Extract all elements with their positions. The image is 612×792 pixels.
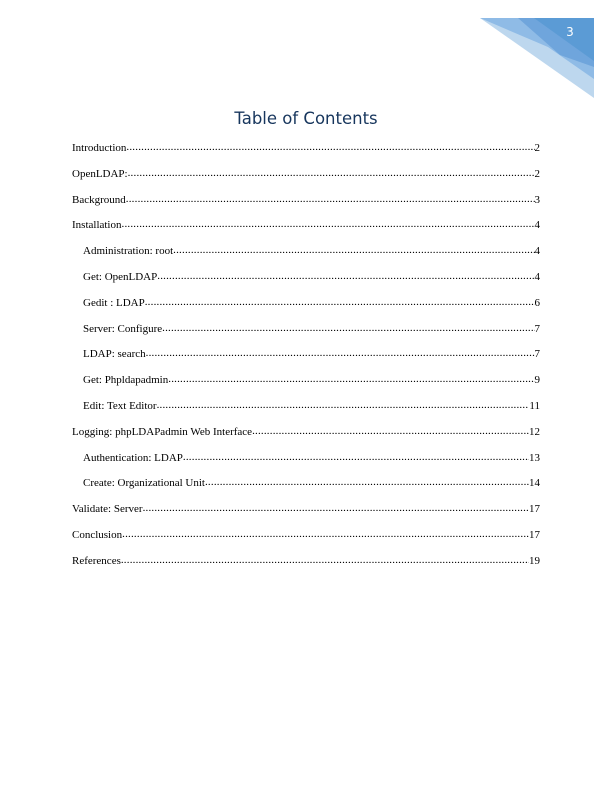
toc-entry[interactable] xyxy=(72,191,540,217)
toc-entry[interactable] xyxy=(72,139,540,165)
toc-entry-label: Gedit : LDAP xyxy=(83,296,145,309)
toc-entry-page: 17 xyxy=(529,503,540,516)
toc-entry-page: 13 xyxy=(529,451,540,464)
dot-leader xyxy=(143,500,529,512)
toc-entry-label: Get: Phpldapadmin xyxy=(83,374,169,387)
toc-entry[interactable] xyxy=(72,216,540,242)
dot-leader xyxy=(173,242,534,254)
page-number: 3 xyxy=(566,25,574,39)
toc-entry[interactable] xyxy=(72,397,540,423)
dot-leader xyxy=(122,216,535,228)
dot-leader xyxy=(145,294,535,306)
toc-entry-page: 7 xyxy=(534,322,540,335)
toc-entry-label: Create: Organizational Unit xyxy=(83,477,205,490)
toc-entry-label: Conclusion xyxy=(72,528,123,541)
toc-entry-label: Edit: Text Editor xyxy=(83,399,157,412)
dot-leader xyxy=(162,320,534,332)
toc-entry[interactable] xyxy=(72,294,540,320)
toc-entry-label: Logging: phpLDAPadmin Web Interface xyxy=(72,425,253,438)
toc-entry-label: Validate: Server xyxy=(72,503,143,516)
toc-entry-label: Introduction xyxy=(72,142,127,154)
toc-entry-label: Authentication: LDAP xyxy=(83,451,183,464)
toc-entry-label: Server: Configure xyxy=(83,322,163,335)
dot-leader xyxy=(122,526,529,538)
toc-entry-page: 3 xyxy=(534,193,540,206)
dot-leader xyxy=(126,139,534,151)
toc-entry-label: Background xyxy=(72,193,126,206)
toc-entry-page: 14 xyxy=(529,477,540,490)
toc-entry[interactable] xyxy=(72,268,540,294)
dot-leader xyxy=(205,474,529,486)
toc-entry[interactable] xyxy=(72,500,540,526)
dot-leader xyxy=(121,552,529,564)
dot-leader xyxy=(157,397,530,409)
toc-entry[interactable] xyxy=(72,242,540,268)
table-of-contents xyxy=(72,139,540,578)
toc-entry[interactable] xyxy=(72,423,540,449)
toc-title: Table of Contents xyxy=(234,109,378,128)
toc-entry-label: Get: OpenLDAP xyxy=(83,270,158,283)
toc-entry-page: 11 xyxy=(529,399,540,412)
toc-entry-page: 6 xyxy=(534,296,540,309)
toc-entry[interactable] xyxy=(72,165,540,191)
toc-entry[interactable] xyxy=(72,474,540,500)
toc-entry-page: 4 xyxy=(534,270,540,283)
toc-entry[interactable] xyxy=(72,526,540,552)
toc-entry-page: 7 xyxy=(534,348,540,361)
toc-entry-label: References xyxy=(72,554,121,567)
toc-entry[interactable] xyxy=(72,320,540,346)
toc-entry-label: Administration: root xyxy=(83,245,174,258)
toc-entry-page: 9 xyxy=(534,374,540,387)
dot-leader xyxy=(168,371,534,383)
toc-entry-page: 2 xyxy=(534,142,540,154)
toc-entry-page: 19 xyxy=(529,554,540,567)
toc-entry-page: 12 xyxy=(529,425,540,438)
toc-entry-label: OpenLDAP: xyxy=(72,167,128,180)
toc-entry[interactable] xyxy=(72,345,540,371)
dot-leader xyxy=(183,449,529,461)
dot-leader xyxy=(157,268,534,280)
toc-entry-page: 2 xyxy=(534,167,540,180)
toc-entry-page: 17 xyxy=(529,528,540,541)
toc-entry-label: LDAP: search xyxy=(83,348,146,361)
dot-leader xyxy=(146,345,535,357)
toc-entry[interactable] xyxy=(72,449,540,475)
dot-leader xyxy=(252,423,529,435)
toc-entry[interactable] xyxy=(72,371,540,397)
toc-entry-page: 4 xyxy=(534,219,540,232)
toc-entry-page: 4 xyxy=(534,245,540,258)
dot-leader xyxy=(128,165,535,177)
dot-leader xyxy=(126,191,535,203)
toc-entry-label: Installation xyxy=(72,219,122,232)
toc-entry[interactable] xyxy=(72,552,540,578)
